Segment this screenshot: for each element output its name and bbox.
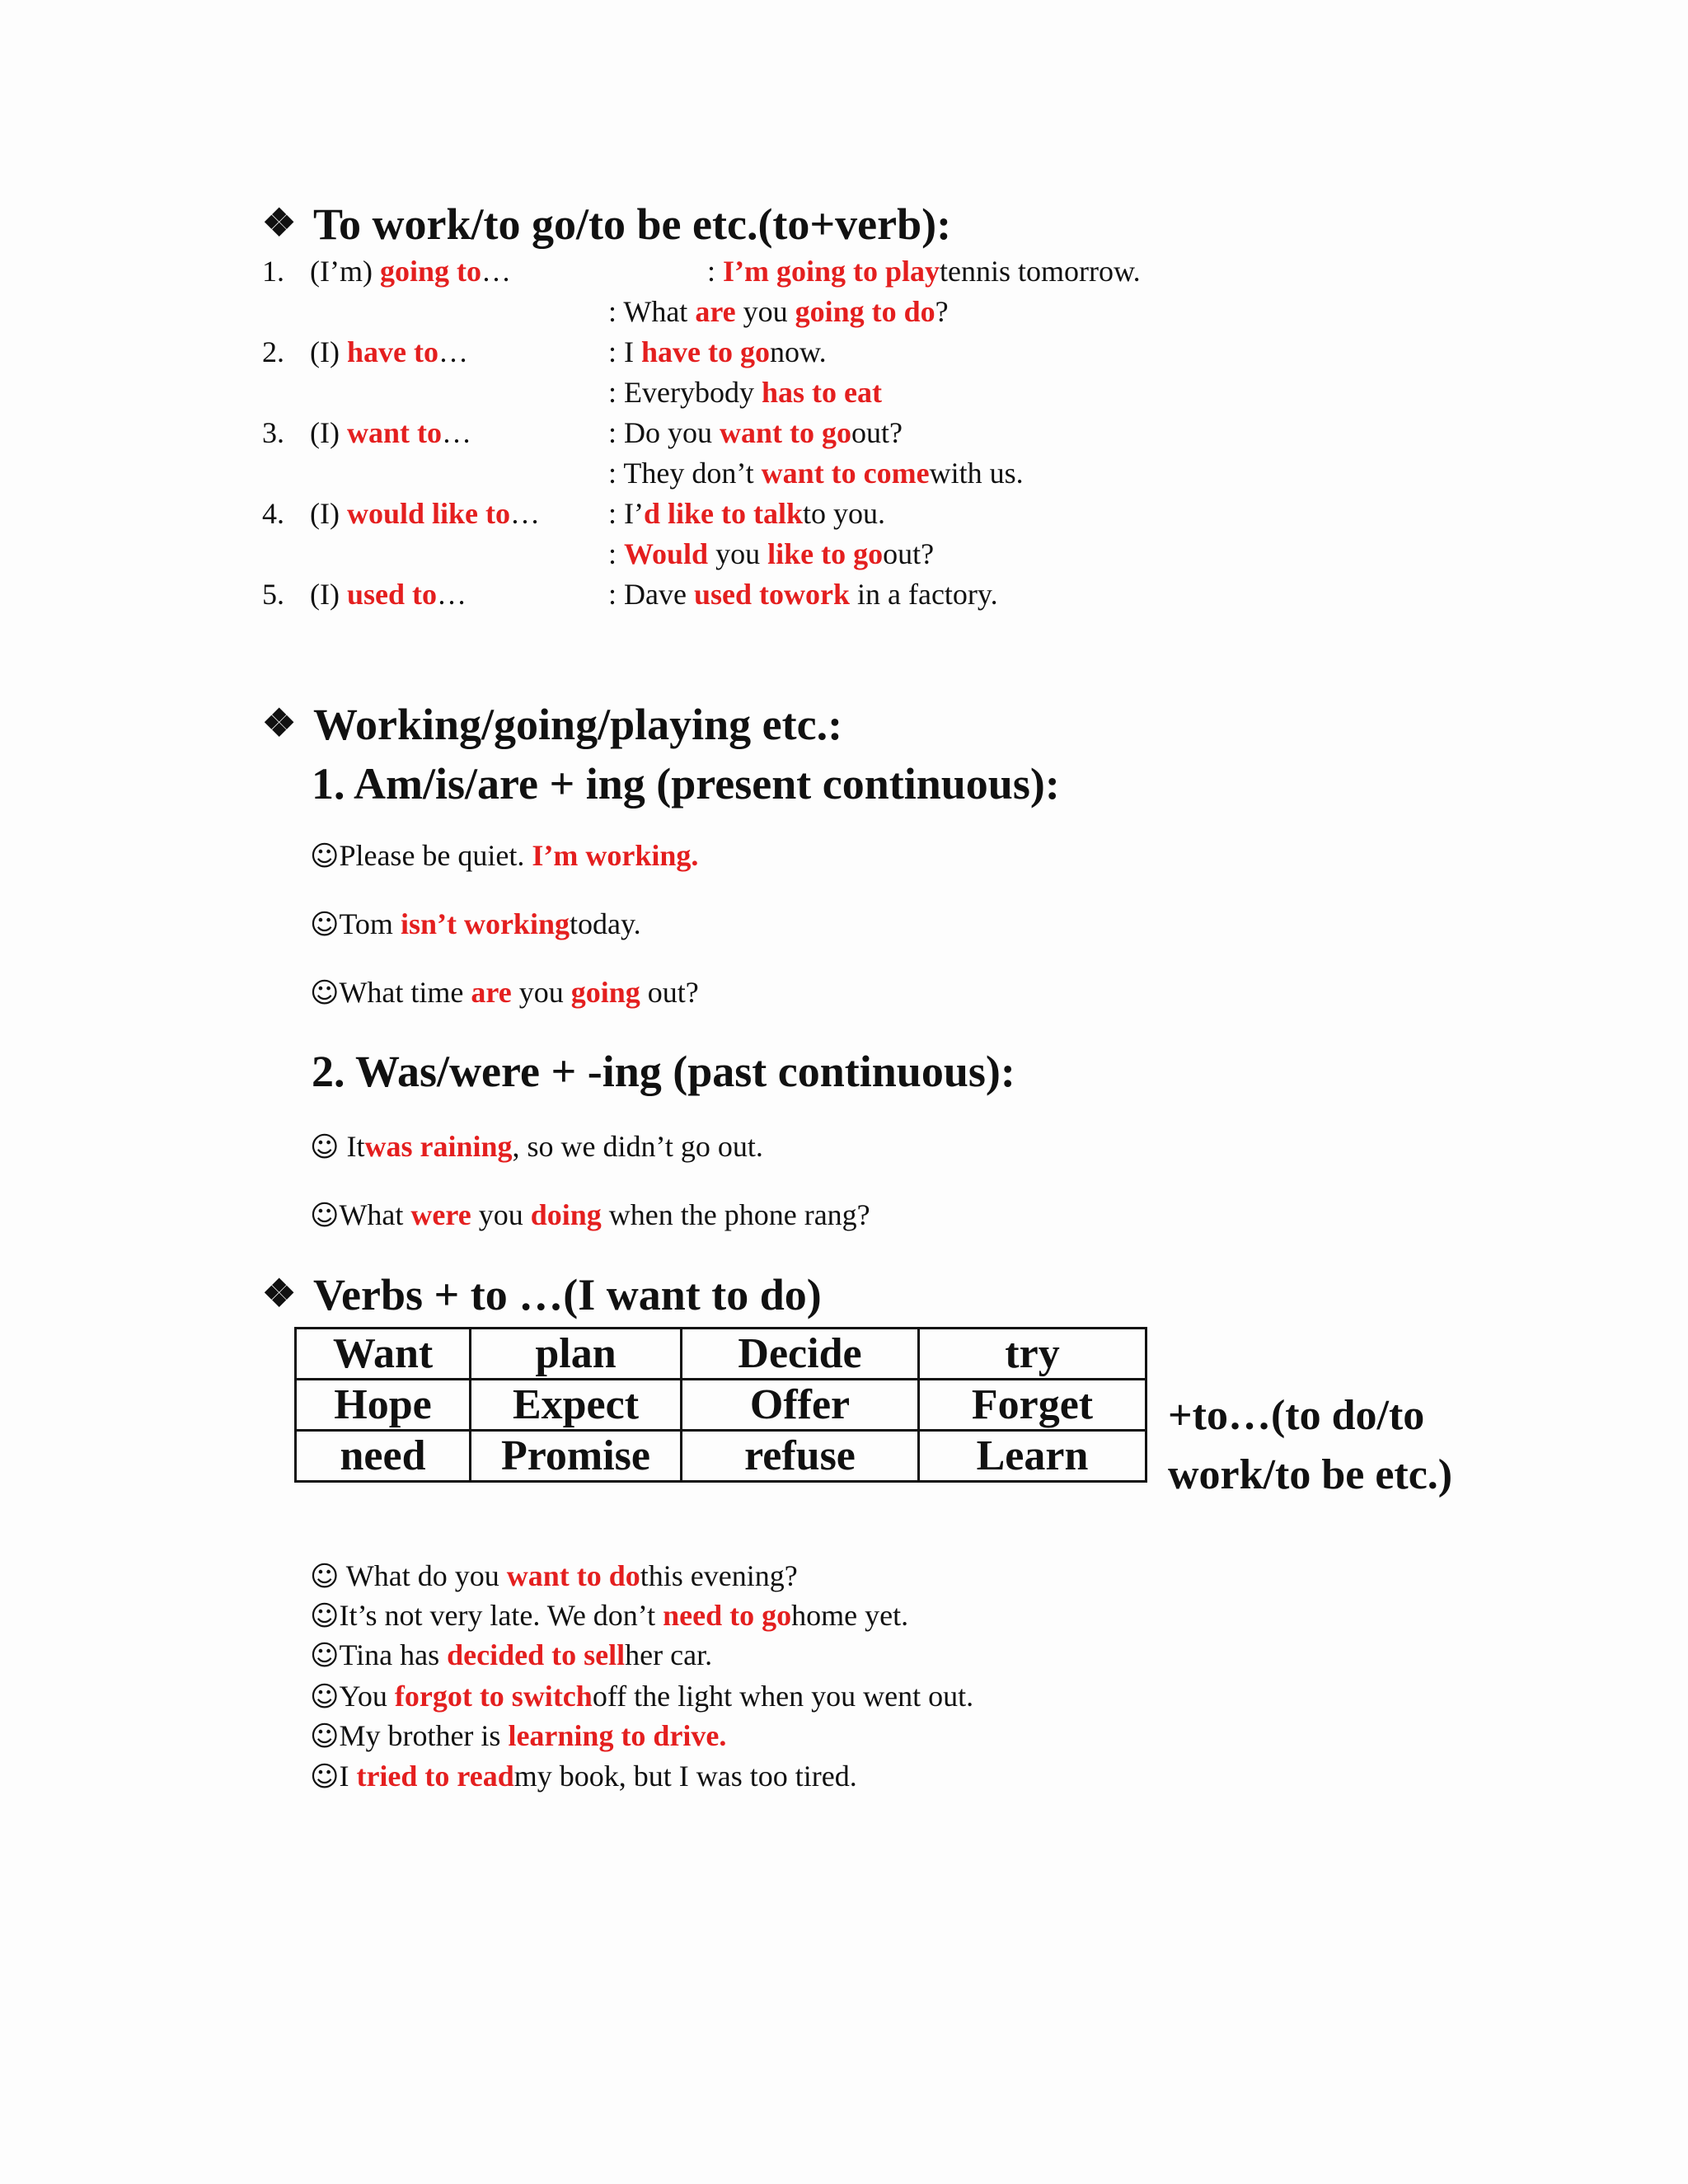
pattern-label: [310, 337, 468, 367]
text-plain: out?: [851, 416, 903, 449]
text-highlight: tried to read: [356, 1760, 514, 1793]
text-plain: my book, but I was too tired.: [513, 1760, 857, 1793]
section3-heading: [262, 1272, 822, 1317]
example-sentence: [608, 458, 1024, 488]
text-highlight: doing: [530, 1198, 602, 1231]
text-highlight: going to: [379, 255, 481, 288]
text-plain: (I’m): [310, 255, 380, 288]
text-plain: you: [511, 976, 571, 1009]
smiley-icon: ☺: [310, 1131, 340, 1164]
text-plain: when the phone rang?: [601, 1198, 870, 1231]
table-cell: Learn: [919, 1431, 1146, 1482]
table-row: [296, 1431, 1146, 1482]
section1-heading: [262, 199, 952, 249]
text-highlight: used to: [346, 578, 437, 611]
text-plain: you: [708, 537, 768, 570]
text-plain: …: [438, 335, 468, 368]
text-plain: …: [437, 578, 467, 611]
text-highlight: have to go: [641, 335, 770, 368]
text-highlight: Would: [624, 537, 709, 570]
text-highlight: want to do: [506, 1559, 640, 1592]
text-plain: you: [471, 1198, 531, 1231]
smiley-icon: ☺: [310, 977, 340, 1010]
smiley-icon: ☺: [310, 1199, 340, 1232]
note-line: +to…(to do/to: [1168, 1392, 1425, 1439]
text-plain: (I): [310, 578, 347, 611]
text-plain: to you.: [803, 497, 886, 530]
example-sentence: [608, 539, 934, 569]
list-number: 1.: [262, 255, 284, 288]
table-cell: Offer: [682, 1380, 919, 1431]
example-sentence: [608, 297, 949, 326]
text-plain: , so we didn’t go out.: [512, 1130, 763, 1163]
text-highlight: were: [410, 1198, 471, 1231]
text-plain: Tom: [339, 907, 401, 940]
example-sentence: [310, 976, 699, 1010]
text-plain: : What: [608, 295, 696, 328]
table-cell: try: [919, 1329, 1146, 1380]
table-row: [296, 1380, 1146, 1431]
example-sentence: [310, 1130, 763, 1164]
smiley-icon: ☺: [310, 1720, 340, 1753]
section3-title: Verbs + to …(I want to do): [313, 1270, 822, 1319]
text-highlight: want to: [346, 416, 442, 449]
text-highlight: decided to sell: [447, 1638, 626, 1671]
text-plain: off the light when you went out.: [592, 1680, 974, 1713]
smiley-icon: ☺: [310, 1680, 340, 1713]
pattern-label: [310, 256, 511, 286]
example-sentence: [608, 377, 882, 407]
table-cell: Forget: [919, 1380, 1146, 1431]
table-cell: Want: [296, 1329, 471, 1380]
present-continuous-heading: 1. Am/is/are + ing (present continuous):: [312, 759, 1060, 808]
text-highlight: going to do: [795, 295, 935, 328]
text-plain: today.: [569, 907, 641, 940]
text-highlight: like to go: [767, 537, 884, 570]
text-plain: …: [481, 255, 511, 288]
text-plain: …: [441, 416, 471, 449]
table-cell: Promise: [471, 1431, 682, 1482]
table-cell: Decide: [682, 1329, 919, 1380]
diamond-bullet-icon: ❖: [262, 1272, 297, 1315]
text-plain: What time: [339, 976, 471, 1009]
example-sentence: [707, 256, 1141, 286]
text-plain: :: [608, 537, 625, 570]
text-plain: Tina has: [339, 1638, 448, 1671]
example-sentence: [310, 1599, 909, 1633]
past-continuous-heading: 2. Was/were + -ing (past continuous):: [312, 1047, 1015, 1096]
diamond-bullet-icon: ❖: [262, 202, 297, 244]
example-sentence: [310, 1200, 870, 1230]
text-plain: What do you: [339, 1559, 507, 1592]
list-number: 4.: [262, 497, 284, 530]
text-plain: : Everybody: [608, 376, 762, 409]
text-plain: this evening?: [640, 1559, 798, 1592]
text-plain: with us.: [929, 457, 1024, 490]
example-sentence: [310, 909, 641, 939]
text-plain: It: [339, 1130, 365, 1163]
text-highlight: was raining: [364, 1130, 513, 1163]
text-plain: You: [339, 1680, 395, 1713]
text-plain: : Dave: [608, 578, 694, 611]
text-plain: (I): [310, 416, 347, 449]
example-sentence: [608, 418, 903, 448]
list-number: 3.: [262, 416, 284, 449]
section2-title: Working/going/playing etc.:: [313, 700, 843, 749]
text-plain: What: [339, 1198, 411, 1231]
table-cell: refuse: [682, 1431, 919, 1482]
smiley-icon: ☺: [310, 1560, 340, 1593]
text-plain: her car.: [625, 1638, 713, 1671]
text-plain: you: [735, 295, 795, 328]
text-plain: …: [510, 497, 541, 530]
pattern-label: [310, 499, 540, 528]
text-highlight: I’m going to play: [723, 255, 940, 288]
text-plain: ?: [935, 295, 949, 328]
text-highlight: want to come: [761, 457, 930, 490]
table-cell: Hope: [296, 1380, 471, 1431]
text-plain: (I): [310, 335, 347, 368]
list-number: 2.: [262, 335, 284, 368]
text-plain: out?: [640, 976, 699, 1009]
table-cell: Expect: [471, 1380, 682, 1431]
text-highlight: are: [471, 976, 512, 1009]
smiley-icon: ☺: [310, 1760, 340, 1793]
text-highlight: learning to drive.: [508, 1719, 727, 1752]
example-sentence: [608, 579, 998, 609]
text-plain: My brother is: [339, 1719, 509, 1752]
text-plain: now.: [770, 335, 827, 368]
text-highlight: d like to talk: [643, 497, 804, 530]
example-sentence: [310, 1761, 857, 1791]
to-infinitive-note: [1168, 1386, 1452, 1505]
text-highlight: want to go: [720, 416, 851, 449]
text-plain: : Do you: [608, 416, 720, 449]
text-plain: : They don’t: [608, 457, 762, 490]
table-cell: plan: [471, 1329, 682, 1380]
text-highlight: used towork: [693, 578, 850, 611]
table-row: [296, 1329, 1146, 1380]
text-plain: out?: [883, 537, 935, 570]
smiley-icon: ☺: [310, 1639, 340, 1672]
smiley-icon: ☺: [310, 840, 340, 873]
smiley-icon: ☺: [310, 908, 340, 941]
text-plain: : I: [608, 335, 641, 368]
text-highlight: would like to: [346, 497, 511, 530]
text-plain: (I): [310, 497, 347, 530]
text-highlight: need to go: [663, 1599, 792, 1632]
text-plain: home yet.: [791, 1599, 909, 1632]
text-highlight: going: [570, 976, 640, 1009]
text-plain: tennis tomorrow.: [940, 255, 1141, 288]
text-plain: :: [707, 255, 724, 288]
verbs-table: [294, 1327, 1147, 1483]
example-sentence: [310, 1719, 727, 1753]
section1-title: To work/to go/to be etc.(to+verb):: [313, 199, 952, 249]
text-highlight: I’m working.: [532, 839, 699, 872]
text-plain: : I’: [608, 497, 644, 530]
text-plain: I: [339, 1760, 357, 1793]
example-sentence: [608, 499, 885, 528]
pattern-label: [310, 418, 471, 448]
diamond-bullet-icon: ❖: [262, 702, 297, 744]
note-line: work/to be etc.): [1168, 1451, 1453, 1498]
text-highlight: have to: [346, 335, 438, 368]
example-sentence: [310, 1640, 712, 1670]
text-plain: It’s not very late. We don’t: [339, 1599, 663, 1632]
text-plain: in a factory.: [850, 578, 998, 611]
example-sentence: [310, 839, 699, 873]
example-sentence: [310, 1561, 798, 1591]
smiley-icon: ☺: [310, 1600, 340, 1633]
pattern-label: [310, 579, 467, 609]
list-number: 5.: [262, 578, 284, 611]
example-sentence: [608, 337, 827, 367]
section2-heading: [262, 702, 842, 747]
text-highlight: forgot to switch: [394, 1680, 593, 1713]
text-highlight: has to eat: [761, 376, 882, 409]
text-plain: Please be quiet.: [339, 839, 532, 872]
text-highlight: are: [695, 295, 736, 328]
table-cell: need: [296, 1431, 471, 1482]
example-sentence: [310, 1681, 973, 1711]
text-highlight: isn’t working: [400, 907, 570, 940]
